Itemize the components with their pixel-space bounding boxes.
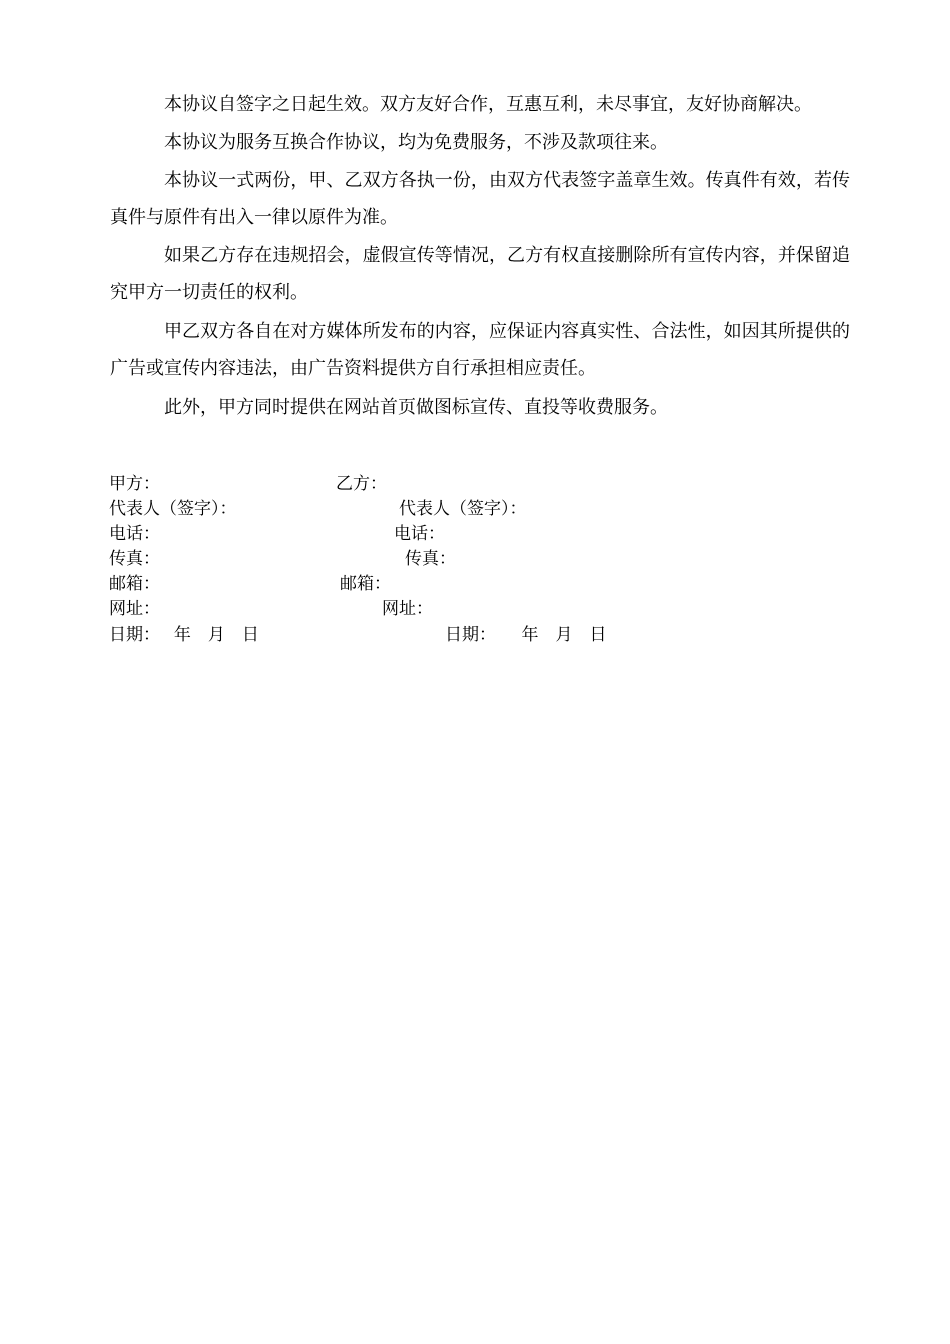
clause-violation: 如果乙方存在违规招会，虚假宣传等情况，乙方有权直接删除所有宣传内容，并保留追究甲方一切责任的权利。 (110, 245, 850, 303)
party-b-name-label: 乙方： (336, 474, 387, 494)
party-b-url-label: 网址： (382, 599, 433, 619)
clause-effective: 本协议自签字之日起生效。双方友好合作，互惠互利，未尽事宜，友好协商解决。 (164, 94, 812, 115)
party-b-email-label: 邮箱： (340, 574, 391, 594)
party-a-name-label: 甲方： (109, 474, 160, 494)
party-b-phone-label: 电话： (394, 524, 445, 544)
party-b-date-label: 日期： 年 月 日 (445, 625, 607, 645)
party-a-date-label: 日期： 年 月 日 (109, 625, 259, 645)
party-a-email-label: 邮箱： (109, 574, 160, 594)
party-a-url-label: 网址： (109, 599, 160, 619)
clause-paid-services: 此外，甲方同时提供在网站首页做图标宣传、直投等收费服务。 (164, 397, 668, 418)
party-b-rep-label: 代表人（签字）： (399, 499, 527, 519)
clause-copies: 本协议一式两份，甲、乙双方各执一份，由双方代表签字盖章生效。传真件有效，若传真件与原件有出入一律以原件为准。 (110, 170, 850, 228)
party-b-fax-label: 传真： (405, 549, 456, 569)
clause-content-liability: 甲乙双方各自在对方媒体所发布的内容，应保证内容真实性、合法性，如因其所提供的广告或宣传内容违法，由广告资料提供方自行承担相应责任。 (110, 321, 850, 379)
party-a-fax-label: 传真： (109, 549, 160, 569)
clause-free-service: 本协议为服务互换合作协议，均为免费服务，不涉及款项往来。 (164, 132, 668, 153)
party-a-rep-label: 代表人（签字）： (109, 499, 237, 519)
party-a-phone-label: 电话： (109, 524, 160, 544)
